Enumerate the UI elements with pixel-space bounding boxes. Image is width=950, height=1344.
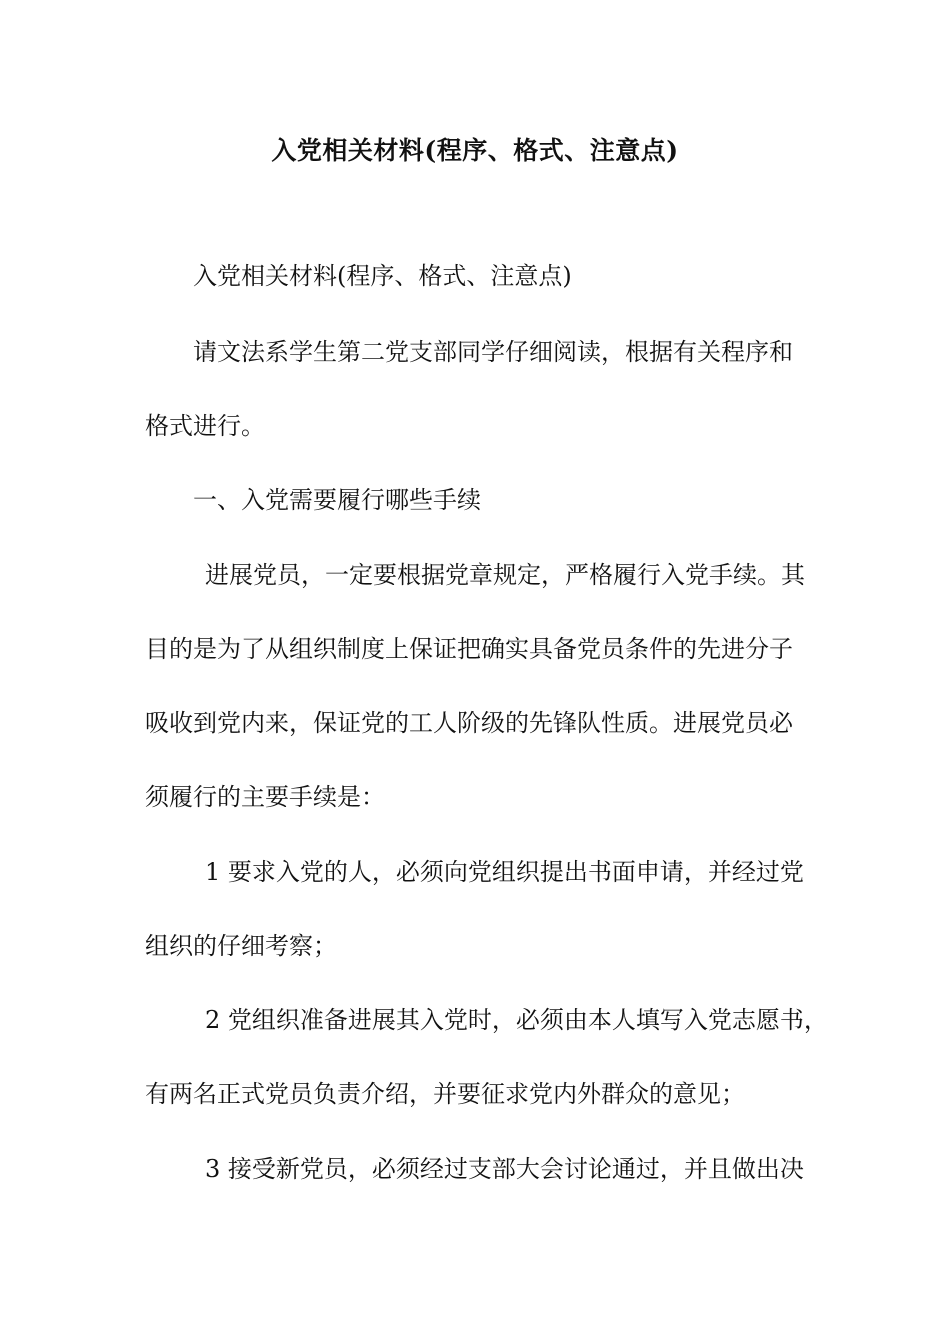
document-title: 入党相关材料(程序、格式、注意点) [271, 136, 679, 165]
paragraph-line: 吸收到党内来，保证党的工人阶级的先锋队性质。进展党员必 [145, 709, 793, 737]
subtitle-line: 入党相关材料(程序、格式、注意点) [193, 262, 572, 290]
list-item-line: 组织的仔细考察； [145, 932, 337, 960]
list-item-line: 3 接受新党员，必须经过支部大会讨论通过，并且做出决 [205, 1155, 804, 1183]
section-heading: 一、入党需要履行哪些手续 [193, 486, 481, 514]
paragraph-line: 格式进行。 [145, 412, 265, 440]
list-item-line: 1 要求入党的人，必须向党组织提出书面申请，并经过党 [205, 858, 804, 886]
list-item-line: 2 党组织准备进展其入党时，必须由本人填写入党志愿书， [205, 1006, 828, 1034]
list-item-line: 有两名正式党员负责介绍，并要征求党内外群众的意见； [145, 1080, 745, 1108]
paragraph-line: 须履行的主要手续是： [145, 783, 385, 811]
paragraph-line: 目的是为了从组织制度上保证把确实具备党员条件的先进分子 [145, 635, 793, 663]
paragraph-line: 请文法系学生第二党支部同学仔细阅读，根据有关程序和 [193, 338, 793, 366]
paragraph-line: 进展党员，一定要根据党章规定，严格履行入党手续。其 [205, 561, 805, 589]
